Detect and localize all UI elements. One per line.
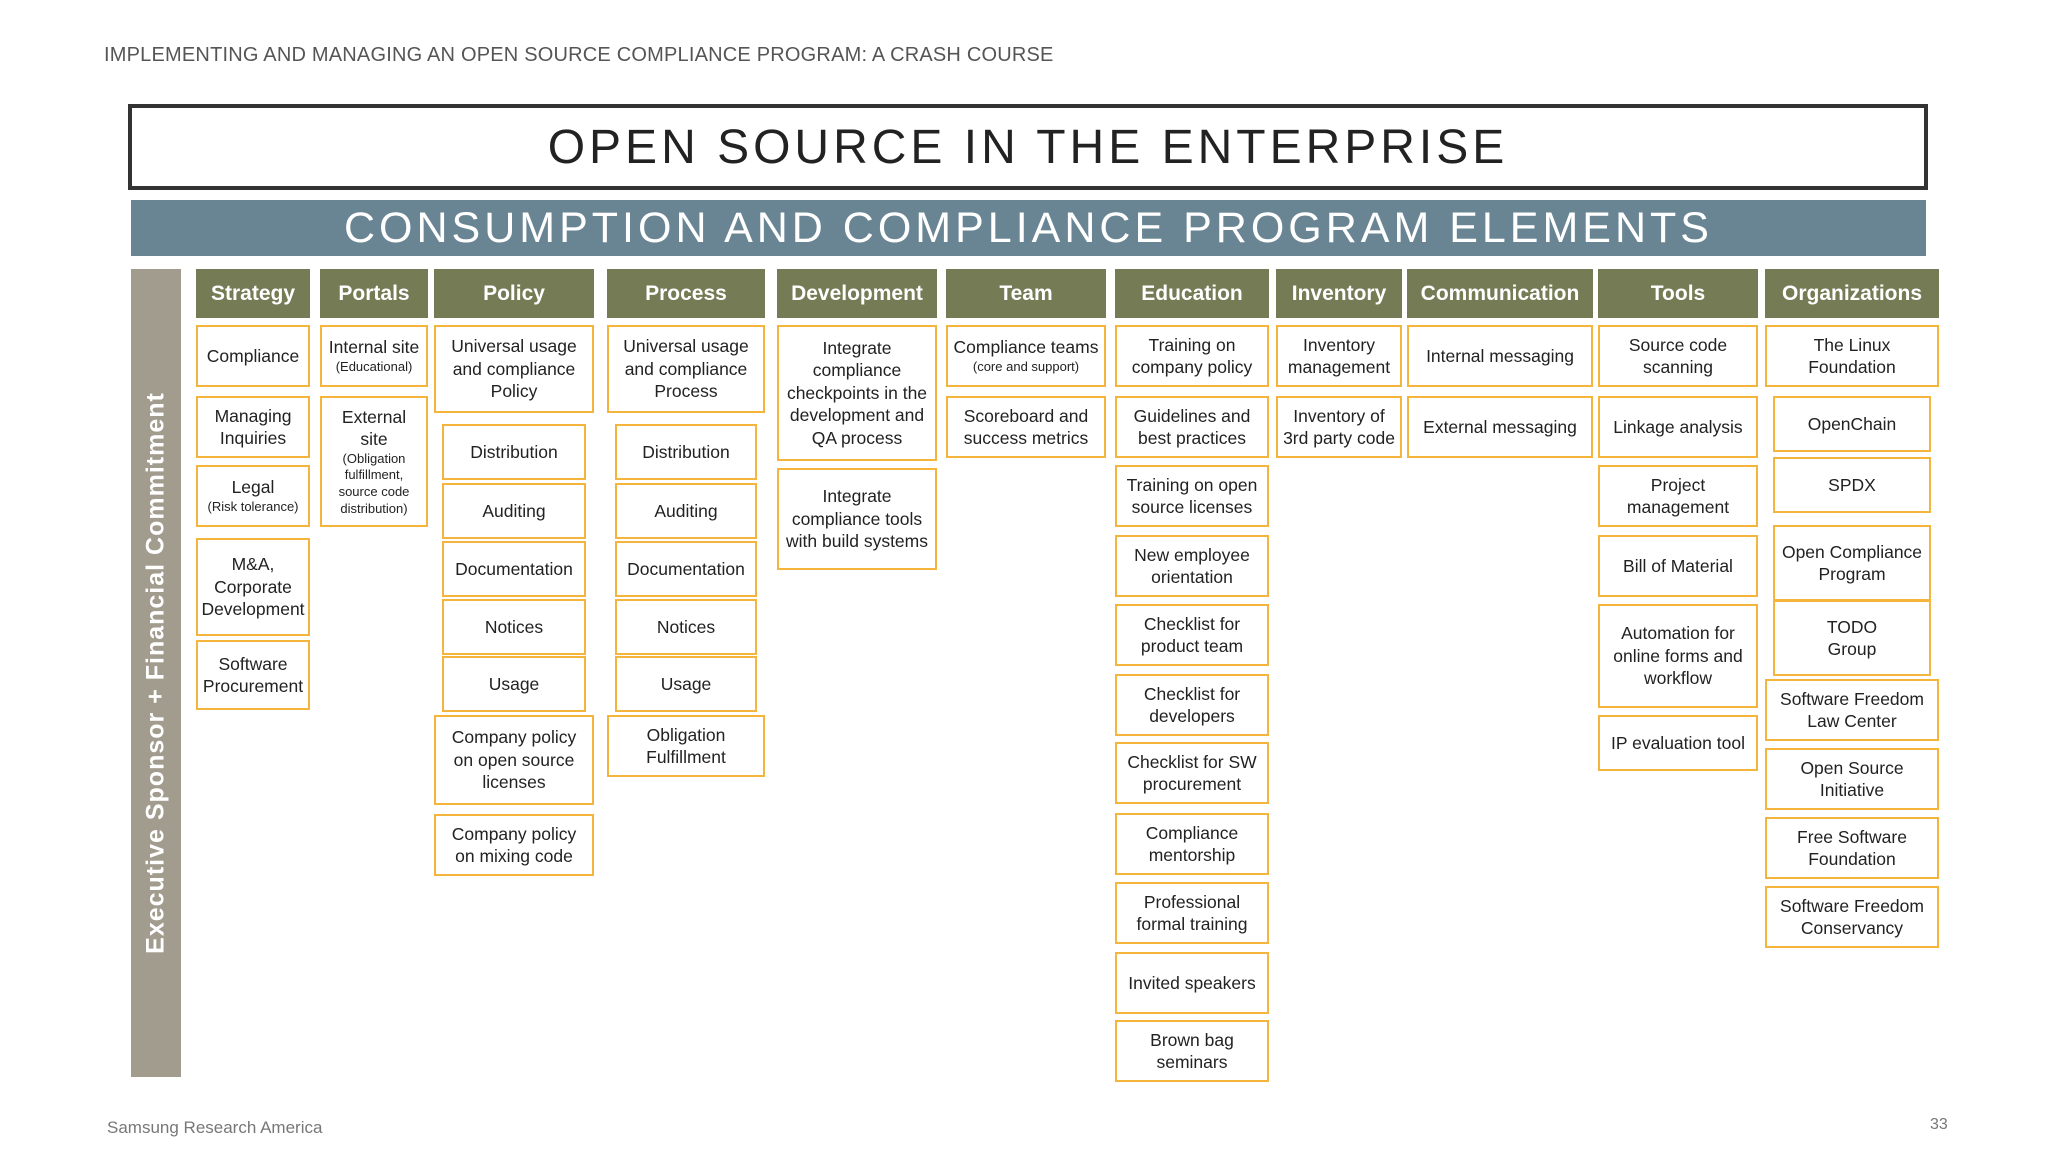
policy-item: [442, 424, 586, 480]
policy-item: [434, 715, 594, 805]
item-label: Obligation Fulfillment: [646, 724, 726, 767]
organizations-item: [1765, 817, 1939, 879]
item-label: Universal usage and compliance Policy: [451, 336, 577, 402]
item-label: Automation for online forms and workflow: [1613, 623, 1743, 689]
organizations-item: [1765, 325, 1939, 387]
item-label: Usage: [488, 673, 540, 694]
item-note: (Risk tolerance): [207, 498, 299, 514]
development-item: [777, 468, 937, 570]
strategy-item: [196, 465, 310, 527]
education-item: [1115, 535, 1269, 597]
column-process: [607, 269, 765, 767]
tools-item: [1598, 604, 1758, 708]
item-label: Compliance teams: [953, 337, 1099, 358]
item-label: Invited speakers: [1128, 972, 1256, 993]
education-item: [1115, 604, 1269, 666]
item-label: OpenChain: [1807, 413, 1897, 434]
item-label: Documentation: [455, 558, 573, 579]
column-header-organizations: Organizations: [1765, 269, 1939, 318]
tools-item: [1598, 465, 1758, 527]
policy-item: [434, 814, 594, 876]
education-item: [1115, 813, 1269, 875]
organizations-item: [1765, 748, 1939, 810]
item-label: New employee orientation: [1134, 544, 1250, 587]
item-label: External messaging: [1423, 416, 1577, 437]
process-item: [615, 483, 757, 539]
item-label: Auditing: [482, 500, 546, 521]
column-header-portals: Portals: [320, 269, 428, 318]
strategy-item: [196, 538, 310, 636]
organizations-item: [1773, 525, 1931, 601]
organizations-item: [1773, 600, 1931, 676]
item-label: Managing Inquiries: [214, 405, 292, 448]
item-note: (Obligation fulfillment, source code distribution): [338, 450, 410, 516]
tools-item: [1598, 535, 1758, 597]
item-label: Company policy on mixing code: [451, 823, 577, 866]
strategy-item: [196, 325, 310, 387]
column-header-process: Process: [607, 269, 765, 318]
process-item: [615, 541, 757, 597]
column-header-strategy: Strategy: [196, 269, 310, 318]
column-header-policy: Policy: [434, 269, 594, 318]
footer-organization: Samsung Research America: [107, 1118, 323, 1137]
column-policy: [434, 269, 594, 866]
portals-item: [320, 325, 428, 387]
executive-sponsor-label: Executive Sponsor + Financial Commitment: [141, 392, 170, 954]
strategy-item: [196, 640, 310, 710]
item-note: (Educational): [335, 358, 413, 374]
process-item: [615, 424, 757, 480]
education-item: [1115, 1020, 1269, 1082]
item-label: The Linux Foundation: [1808, 334, 1896, 377]
item-label: Open Source Initiative: [1800, 757, 1904, 800]
education-item: [1115, 325, 1269, 387]
item-label: Free Software Foundation: [1797, 826, 1907, 869]
column-header-tools: Tools: [1598, 269, 1758, 318]
item-label: Distribution: [470, 441, 558, 462]
column-inventory: [1276, 269, 1402, 448]
item-label: Checklist for SW procurement: [1127, 751, 1257, 794]
policy-item: [442, 483, 586, 539]
item-label: Software Freedom Conservancy: [1780, 895, 1924, 938]
education-item: [1115, 952, 1269, 1014]
item-label: Compliance: [206, 345, 300, 366]
organizations-item: [1773, 457, 1931, 513]
column-organizations: [1765, 269, 1939, 938]
portals-item: [320, 396, 428, 527]
item-label: Checklist for developers: [1143, 683, 1241, 726]
item-label: Inventory of 3rd party code: [1283, 405, 1395, 448]
policy-item: [442, 656, 586, 712]
item-label: Software Procurement: [202, 653, 304, 696]
team-item: [946, 396, 1106, 458]
column-strategy: [196, 269, 310, 696]
item-label: Auditing: [654, 500, 718, 521]
item-label: Distribution: [642, 441, 730, 462]
item-label: Professional formal training: [1136, 891, 1248, 934]
item-label: Training on company policy: [1131, 334, 1253, 377]
item-label: IP evaluation tool: [1611, 732, 1745, 753]
item-label: Brown bag seminars: [1150, 1029, 1234, 1072]
communication-item: [1407, 325, 1593, 387]
item-label: Notices: [484, 616, 544, 637]
item-label: Training on open source licenses: [1126, 474, 1258, 517]
organizations-item: [1765, 886, 1939, 948]
item-label: Integrate compliance checkpoints in the development and QA process: [786, 338, 928, 448]
item-label: Software Freedom Law Center: [1780, 688, 1924, 731]
column-header-education: Education: [1115, 269, 1269, 318]
column-development: [777, 269, 937, 552]
policy-item: [434, 325, 594, 413]
slide-title: OPEN SOURCE IN THE ENTERPRISE: [128, 104, 1928, 190]
policy-item: [442, 541, 586, 597]
item-label: Scoreboard and success metrics: [963, 405, 1089, 448]
policy-item: [442, 599, 586, 655]
process-item: [607, 715, 765, 777]
organizations-item: [1773, 396, 1931, 452]
item-label: Usage: [660, 673, 712, 694]
development-item: [777, 325, 937, 461]
item-label: Inventory management: [1287, 334, 1391, 377]
item-label: Documentation: [627, 558, 745, 579]
slide-subtitle: CONSUMPTION AND COMPLIANCE PROGRAM ELEMENTS: [131, 200, 1926, 256]
item-label: Open Compliance Program: [1781, 541, 1923, 584]
item-label: External site: [341, 406, 407, 450]
tools-item: [1598, 396, 1758, 458]
item-label: Source code scanning: [1628, 334, 1728, 377]
education-item: [1115, 882, 1269, 944]
column-team: [946, 269, 1106, 448]
process-item: [615, 656, 757, 712]
education-item: [1115, 396, 1269, 458]
education-item: [1115, 465, 1269, 527]
item-label: Bill of Material: [1623, 555, 1733, 576]
column-tools: [1598, 269, 1758, 753]
item-label: SPDX: [1828, 474, 1876, 495]
education-item: [1115, 742, 1269, 804]
presentation-header: IMPLEMENTING AND MANAGING AN OPEN SOURCE COMPLIANCE PROGRAM: A CRASH COURSE: [104, 44, 1054, 66]
item-label: Linkage analysis: [1613, 416, 1743, 437]
process-item: [607, 325, 765, 413]
column-header-inventory: Inventory: [1276, 269, 1402, 318]
inventory-item: [1276, 325, 1402, 387]
process-item: [615, 599, 757, 655]
organizations-item: [1765, 679, 1939, 741]
communication-item: [1407, 396, 1593, 458]
item-label: Universal usage and compliance Process: [623, 336, 749, 402]
item-label: Legal: [231, 477, 275, 498]
item-label: Internal site: [328, 337, 420, 358]
page-number: 33: [1930, 1116, 1948, 1133]
strategy-item: [196, 396, 310, 458]
column-communication: [1407, 269, 1593, 437]
item-label: Checklist for product team: [1140, 613, 1244, 656]
column-portals: [320, 269, 428, 516]
executive-sponsor-bar: [131, 269, 181, 1077]
column-education: [1115, 269, 1269, 1072]
item-label: Compliance mentorship: [1145, 822, 1239, 865]
item-note: (core and support): [972, 358, 1080, 374]
item-label: Company policy on open source licenses: [451, 727, 577, 793]
item-label: Notices: [656, 616, 716, 637]
tools-item: [1598, 715, 1758, 771]
item-label: Project management: [1626, 474, 1730, 517]
team-item: [946, 325, 1106, 387]
tools-item: [1598, 325, 1758, 387]
inventory-item: [1276, 396, 1402, 458]
column-header-team: Team: [946, 269, 1106, 318]
column-header-development: Development: [777, 269, 937, 318]
item-label: Internal messaging: [1426, 345, 1574, 366]
education-item: [1115, 674, 1269, 736]
item-label: TODO Group: [1826, 616, 1878, 659]
item-label: Integrate compliance tools with build systems: [786, 486, 928, 552]
item-label: M&A, Corporate Development: [201, 554, 305, 620]
column-header-communication: Communication: [1407, 269, 1593, 318]
item-label: Guidelines and best practices: [1133, 405, 1251, 448]
